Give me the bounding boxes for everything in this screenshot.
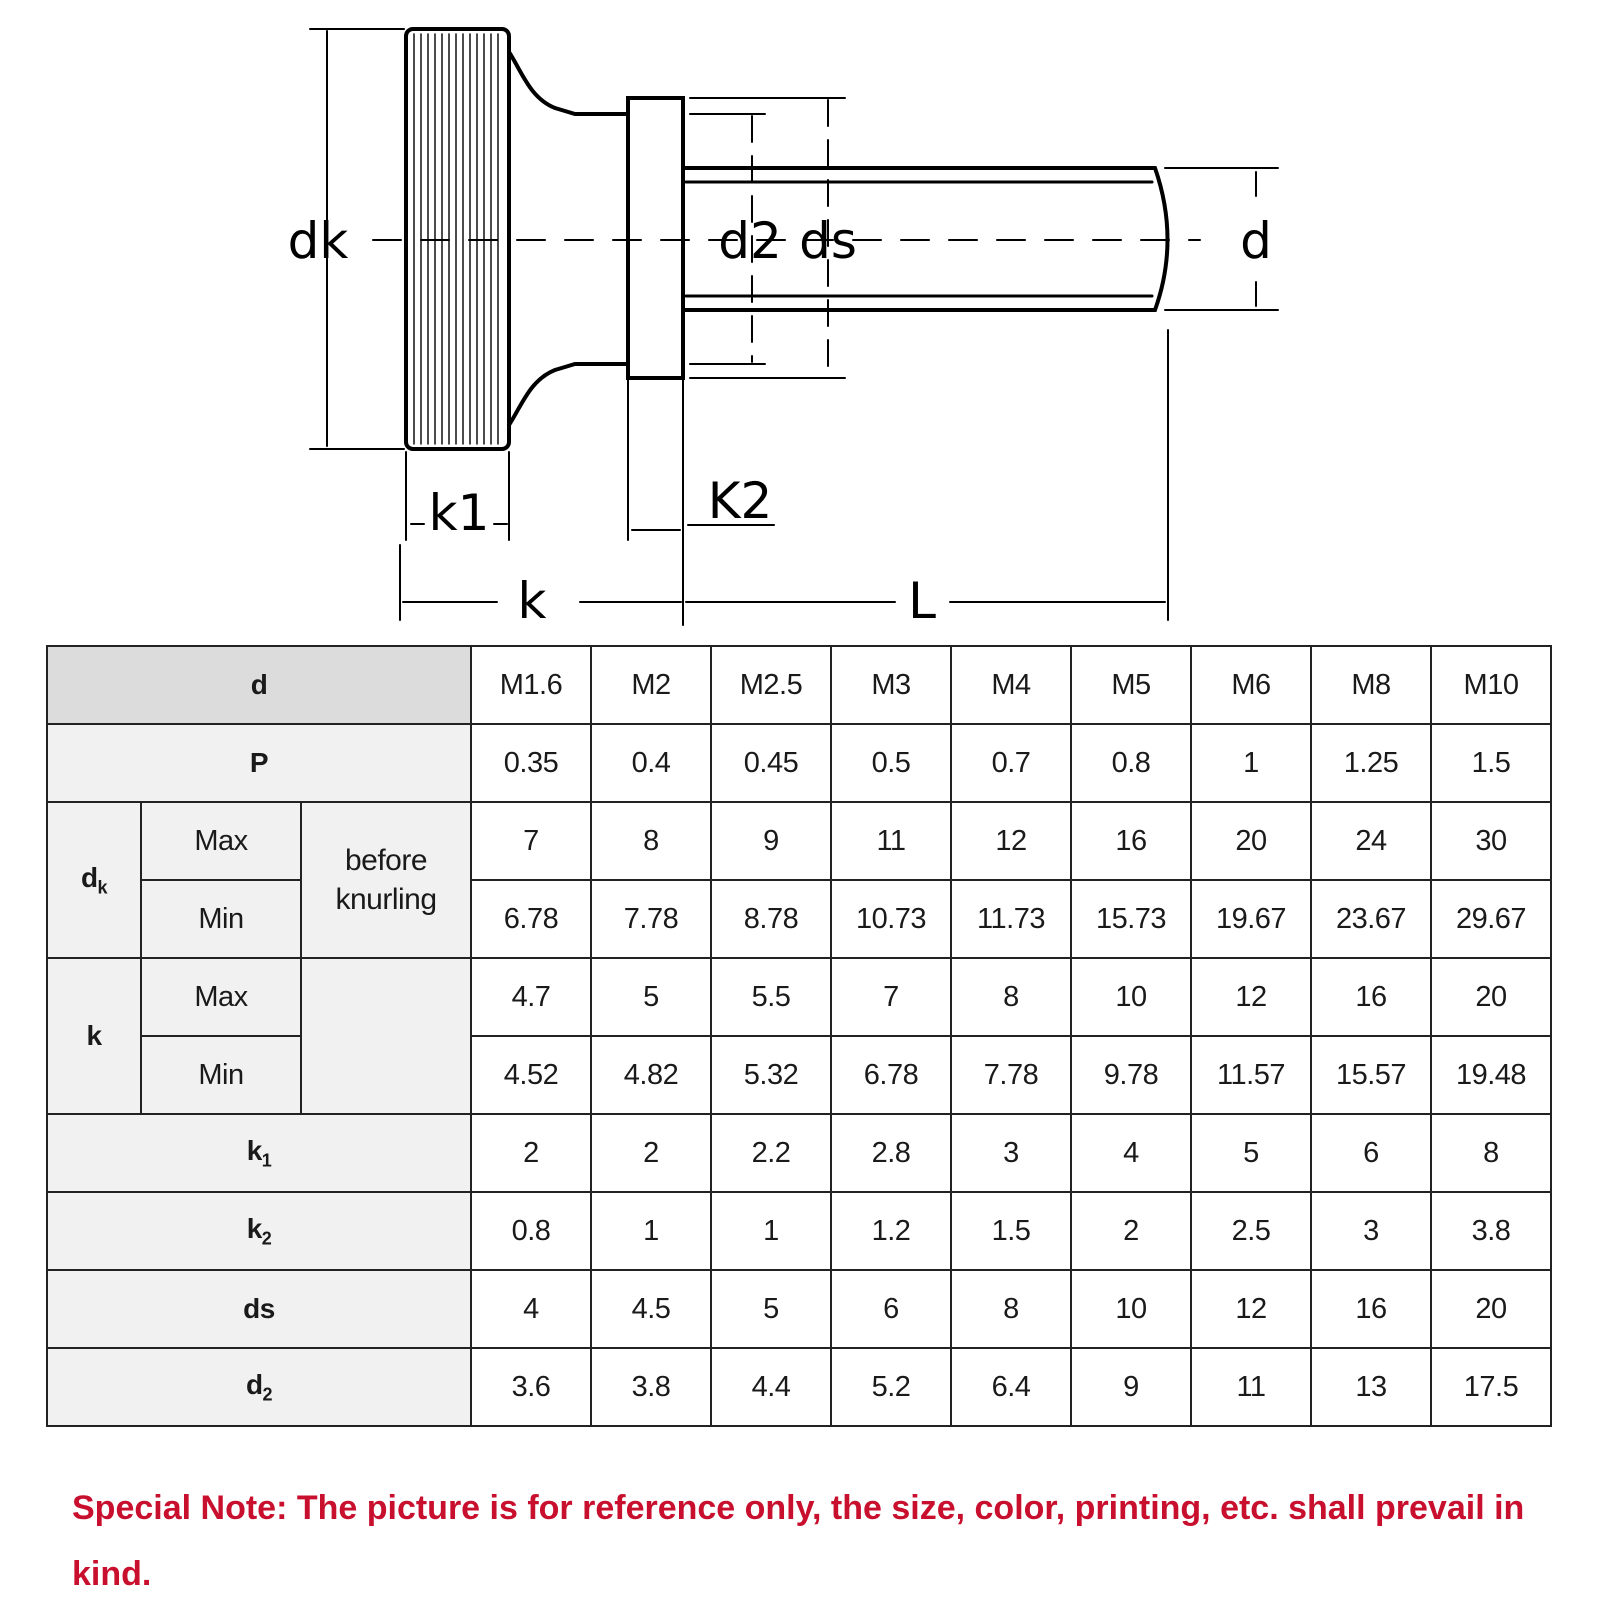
row-ds [47, 1270, 1551, 1348]
value-cell: 4 [471, 1270, 591, 1348]
value-cell: 0.45 [711, 724, 831, 802]
value-cell: 1 [711, 1192, 831, 1270]
size-cell: M4 [951, 646, 1071, 724]
value-cell: 7 [831, 958, 951, 1036]
value-cell: 0.5 [831, 724, 951, 802]
value-cell: 1.5 [1431, 724, 1551, 802]
value-cell: 3.6 [471, 1348, 591, 1426]
value-cell: 19.67 [1191, 880, 1311, 958]
value-cell: 11 [831, 802, 951, 880]
value-cell: 6 [1311, 1114, 1431, 1192]
head-flare [509, 52, 626, 114]
min-label: Min [141, 1036, 301, 1114]
size-cell: M8 [1311, 646, 1431, 724]
value-cell: 29.67 [1431, 880, 1551, 958]
value-cell: 3.8 [591, 1348, 711, 1426]
value-cell: 8 [951, 1270, 1071, 1348]
row-label-d: d [47, 646, 471, 724]
value-cell: 20 [1431, 1270, 1551, 1348]
k2-label: K2 [707, 472, 773, 530]
value-cell: 5 [591, 958, 711, 1036]
value-cell: 1.2 [831, 1192, 951, 1270]
value-cell: 6 [831, 1270, 951, 1348]
collar [628, 98, 683, 378]
value-cell: 0.35 [471, 724, 591, 802]
value-cell: 30 [1431, 802, 1551, 880]
max-label: Max [141, 958, 301, 1036]
d-label: d [1240, 212, 1272, 270]
value-cell: 2 [471, 1114, 591, 1192]
dk-label: dk [287, 212, 349, 270]
value-cell: 12 [1191, 1270, 1311, 1348]
value-cell: 0.4 [591, 724, 711, 802]
value-cell: 10 [1071, 1270, 1191, 1348]
row-dk-min [47, 880, 1551, 958]
value-cell: 23.67 [1311, 880, 1431, 958]
value-cell: 5 [1191, 1114, 1311, 1192]
size-cell: M10 [1431, 646, 1551, 724]
value-cell: 3.8 [1431, 1192, 1551, 1270]
value-cell: 13 [1311, 1348, 1431, 1426]
head-flare [509, 364, 626, 425]
spec-table [46, 645, 1552, 1427]
value-cell: 3 [1311, 1192, 1431, 1270]
value-cell: 0.7 [951, 724, 1071, 802]
row-p [47, 724, 1551, 802]
row-label-k2: $k_2$ [47, 1192, 471, 1270]
row-d2 [47, 1348, 1551, 1426]
value-cell: 9 [711, 802, 831, 880]
value-cell: 1.5 [951, 1192, 1071, 1270]
row-k1 [47, 1114, 1551, 1192]
value-cell: 8 [591, 802, 711, 880]
value-cell: 2.2 [711, 1114, 831, 1192]
value-cell: 10 [1071, 958, 1191, 1036]
value-cell: 5.32 [711, 1036, 831, 1114]
row-k2 [47, 1192, 1551, 1270]
value-cell: 3 [951, 1114, 1071, 1192]
value-cell: 9.78 [1071, 1036, 1191, 1114]
thumb-screw-drawing [0, 0, 1600, 640]
size-cell: M3 [831, 646, 951, 724]
value-cell: 10.73 [831, 880, 951, 958]
value-cell: 2.5 [1191, 1192, 1311, 1270]
k-label: k [517, 572, 547, 630]
value-cell: 2.8 [831, 1114, 951, 1192]
value-cell: 0.8 [1071, 724, 1191, 802]
value-cell: 20 [1191, 802, 1311, 880]
value-cell: 11 [1191, 1348, 1311, 1426]
k1-label: k1 [428, 484, 490, 542]
value-cell: 9 [1071, 1348, 1191, 1426]
value-cell: 4.82 [591, 1036, 711, 1114]
value-cell: 8.78 [711, 880, 831, 958]
value-cell: 12 [1191, 958, 1311, 1036]
value-cell: 4.52 [471, 1036, 591, 1114]
value-cell: 16 [1071, 802, 1191, 880]
row-label-k1: $k_1$ [47, 1114, 471, 1192]
ds-label: ds [799, 212, 857, 270]
empty-note-cell [301, 958, 471, 1114]
value-cell: 19.48 [1431, 1036, 1551, 1114]
value-cell: 6.4 [951, 1348, 1071, 1426]
row-label-p: P [47, 724, 471, 802]
size-cell: M1.6 [471, 646, 591, 724]
value-cell: 4.4 [711, 1348, 831, 1426]
before-knurling-note: before knurling [301, 802, 471, 958]
min-label: Min [141, 880, 301, 958]
value-cell: 2 [591, 1114, 711, 1192]
row-label-d2: $d_2$ [47, 1348, 471, 1426]
size-cell: M2.5 [711, 646, 831, 724]
value-cell: 0.8 [471, 1192, 591, 1270]
row-label-k: k [47, 958, 141, 1114]
value-cell: 1 [591, 1192, 711, 1270]
row-label-dk: $d_k$ [47, 802, 141, 958]
value-cell: 6.78 [831, 1036, 951, 1114]
row-k-min [47, 1036, 1551, 1114]
value-cell: 8 [951, 958, 1071, 1036]
value-cell: 4 [1071, 1114, 1191, 1192]
max-label: Max [141, 802, 301, 880]
value-cell: 1.25 [1311, 724, 1431, 802]
value-cell: 7.78 [951, 1036, 1071, 1114]
special-note: Special Note: The picture is for reference only, the size, color, printing, etc. shall prevail in kind. [72, 1489, 1525, 1593]
value-cell: 5.5 [711, 958, 831, 1036]
value-cell: 7 [471, 802, 591, 880]
value-cell: 24 [1311, 802, 1431, 880]
value-cell: 6.78 [471, 880, 591, 958]
value-cell: 1 [1191, 724, 1311, 802]
value-cell: 15.73 [1071, 880, 1191, 958]
value-cell: 4.5 [591, 1270, 711, 1348]
value-cell: 16 [1311, 1270, 1431, 1348]
size-cell: M2 [591, 646, 711, 724]
value-cell: 5 [711, 1270, 831, 1348]
value-cell: 15.57 [1311, 1036, 1431, 1114]
row-label-ds: ds [47, 1270, 471, 1348]
size-cell: M6 [1191, 646, 1311, 724]
value-cell: 16 [1311, 958, 1431, 1036]
value-cell: 4.7 [471, 958, 591, 1036]
row-k-max [47, 958, 1551, 1036]
value-cell: 11.57 [1191, 1036, 1311, 1114]
value-cell: 11.73 [951, 880, 1071, 958]
value-cell: 17.5 [1431, 1348, 1551, 1426]
value-cell: 20 [1431, 958, 1551, 1036]
value-cell: 2 [1071, 1192, 1191, 1270]
L-label: L [908, 572, 936, 630]
d2-label: d2 [718, 212, 782, 270]
value-cell: 12 [951, 802, 1071, 880]
value-cell: 7.78 [591, 880, 711, 958]
row-dk-max [47, 802, 1551, 880]
row-size [47, 646, 1551, 724]
size-cell: M5 [1071, 646, 1191, 724]
value-cell: 5.2 [831, 1348, 951, 1426]
value-cell: 8 [1431, 1114, 1551, 1192]
